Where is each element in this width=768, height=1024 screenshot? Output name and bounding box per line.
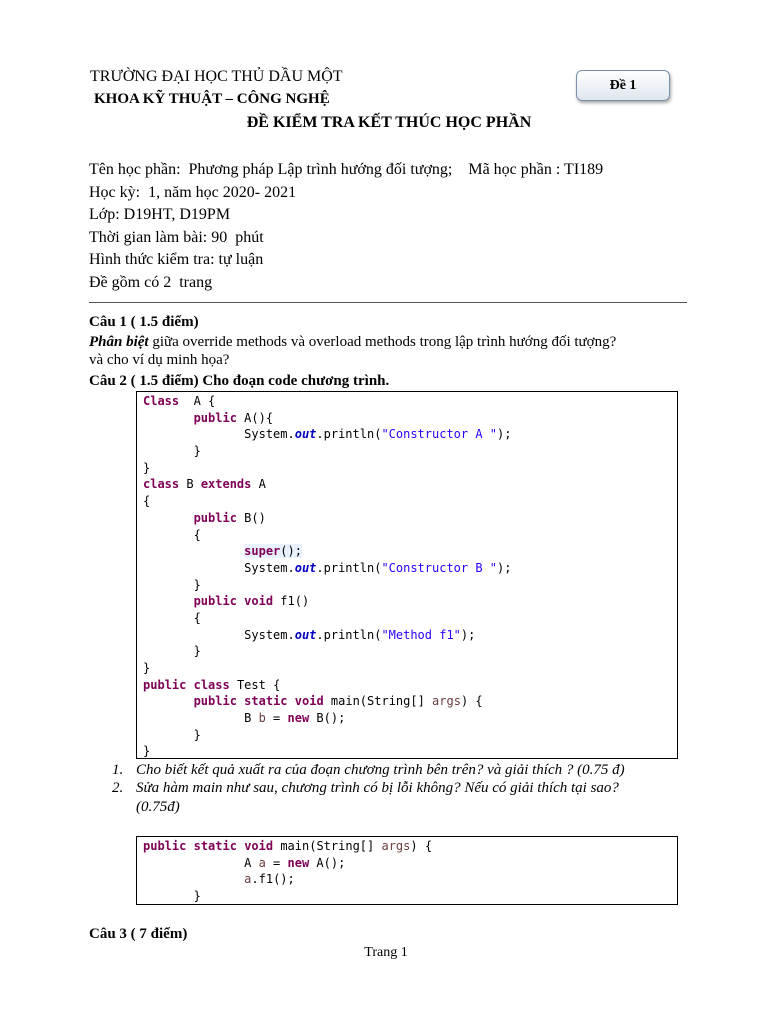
code-token — [143, 411, 194, 425]
item-text-cont: (0.75đ) — [136, 799, 180, 815]
code-token: } — [143, 889, 201, 904]
code-token: void — [236, 594, 274, 609]
code-token: } — [143, 577, 201, 592]
code-token: = — [265, 711, 288, 726]
code-line — [143, 510, 677, 527]
code-token: ); — [460, 627, 476, 642]
question-1-text-1: giữa override methods và overload methods trong lập trình hướng đối tượng? — [148, 334, 617, 350]
code-block-2 — [136, 836, 678, 905]
page-number: Trang 1 — [364, 945, 408, 960]
code-token: { — [143, 494, 151, 509]
question-2-item-2 — [112, 780, 692, 820]
code-token: out — [294, 560, 317, 575]
code-token: (); — [280, 544, 302, 559]
code-token: out — [294, 427, 317, 442]
code-token: B(); — [309, 711, 346, 726]
code-token: System. — [143, 560, 295, 575]
question-2-item-1 — [112, 762, 692, 782]
class-info: Lớp: D19HT, D19PM — [89, 206, 231, 223]
code-token: main(String[] — [323, 694, 433, 709]
code-token: public — [193, 510, 237, 525]
code-token: ); — [497, 427, 512, 442]
code-token: { — [143, 527, 201, 542]
duration-info: Thời gian làm bài: 90 phút — [89, 229, 264, 246]
code-line — [143, 610, 677, 627]
semester-info: Học kỳ: 1, năm học 2020- 2021 — [89, 184, 297, 201]
code-token: Class — [143, 394, 180, 408]
code-line — [143, 693, 677, 710]
code-token: class — [193, 677, 230, 692]
code-line — [143, 527, 677, 544]
code-token: } — [143, 661, 151, 675]
code-token: static — [193, 839, 237, 853]
code-line — [143, 627, 677, 644]
code-token: "Constructor A " — [381, 427, 498, 442]
code-token: public — [193, 410, 237, 425]
question-1-lead: Phân biệt — [89, 334, 149, 350]
code-block-1 — [136, 391, 678, 759]
code-token: ) { — [460, 694, 483, 709]
question-1-heading: Câu 1 ( 1.5 điểm) — [89, 314, 199, 330]
code-token — [143, 594, 194, 608]
item-text: Sửa hàm main như sau, chương trình có bị lỗi không? Nếu có giải thích tại sao? — [136, 780, 619, 796]
code-token: void — [294, 694, 324, 709]
code-token: } — [143, 727, 201, 742]
code-token: extends — [200, 477, 252, 492]
exam-code-badge — [576, 70, 670, 101]
code-token — [186, 839, 193, 853]
code-token: .f1(); — [251, 872, 295, 887]
code-token: } — [143, 460, 151, 475]
code-token: "Method f1" — [381, 627, 461, 642]
code-token: .println( — [316, 560, 382, 575]
code-token: static — [244, 694, 288, 709]
code-token — [288, 694, 295, 708]
code-token: public — [193, 694, 237, 709]
code-token: A — [251, 477, 266, 492]
code-line — [143, 743, 677, 760]
code-token — [143, 544, 244, 558]
code-token: B() — [236, 510, 266, 525]
code-line — [143, 727, 677, 744]
code-token — [143, 694, 194, 708]
code-token — [186, 678, 193, 692]
code-token: b — [258, 711, 266, 726]
code-line — [143, 643, 677, 660]
code-token: A(); — [309, 855, 346, 870]
code-token: main(String[] — [273, 839, 382, 853]
code-token: "Constructor B " — [381, 560, 498, 575]
code-line — [143, 888, 677, 905]
code-token: a — [244, 872, 252, 887]
code-token: public — [143, 677, 187, 692]
divider — [89, 302, 687, 303]
code-line — [143, 838, 677, 855]
code-token: ) { — [410, 839, 433, 853]
code-token: } — [143, 644, 201, 659]
code-token: .println( — [316, 627, 382, 642]
code-token — [143, 511, 194, 525]
question-1-line-1 — [89, 334, 616, 351]
code-line — [143, 493, 677, 510]
code-line — [143, 593, 677, 610]
code-token: System. — [143, 427, 295, 442]
code-line — [143, 560, 677, 577]
code-token: new — [287, 855, 310, 870]
form-info: Hình thức kiểm tra: tự luận — [89, 251, 264, 268]
code-line — [143, 460, 677, 477]
code-token: A — [143, 855, 259, 870]
faculty-name: KHOA KỸ THUẬT – CÔNG NGHỆ — [94, 91, 330, 107]
code-token: super — [244, 544, 281, 559]
item-text: Cho biết kết quả xuất ra của đoạn chương trình bên trên? và giải thích ? (0.75 đ) — [136, 762, 625, 778]
code-token: = — [265, 855, 288, 870]
pages-info: Đề gồm có 2 trang — [89, 274, 213, 291]
code-line — [143, 677, 677, 694]
code-token: A(){ — [236, 410, 274, 425]
code-token: A { — [179, 394, 216, 408]
code-token: B — [179, 477, 201, 492]
code-token: f1() — [273, 594, 310, 609]
code-token: out — [294, 627, 317, 642]
code-token: } — [143, 444, 201, 459]
code-line — [143, 855, 677, 872]
code-token: class — [143, 477, 180, 492]
question-1-text-2: và cho ví dụ minh họa? — [89, 352, 230, 368]
item-number: 2. — [112, 780, 124, 796]
code-line — [143, 660, 677, 677]
code-line — [143, 577, 677, 594]
item-number: 1. — [112, 762, 124, 778]
code-token: } — [143, 744, 151, 759]
code-line — [143, 710, 677, 727]
code-line — [143, 543, 677, 560]
code-token: Test { — [229, 677, 281, 692]
code-line — [143, 410, 677, 427]
code-line — [143, 443, 677, 460]
code-token: { — [143, 610, 201, 625]
code-token: a — [258, 855, 266, 870]
question-2-heading: Câu 2 ( 1.5 điểm) Cho đoạn code chương trình. — [89, 373, 390, 389]
code-token: System. — [143, 627, 295, 642]
school-name: TRƯỜNG ĐẠI HỌC THỦ DẦU MỘT — [90, 68, 343, 85]
code-token: args — [432, 694, 461, 709]
code-token: ); — [497, 560, 512, 575]
code-token: args — [381, 839, 411, 853]
code-line — [143, 426, 677, 443]
code-line — [143, 476, 677, 493]
question-3-heading: Câu 3 ( 7 điểm) — [89, 926, 188, 942]
exam-title: ĐỀ KIỂM TRA KẾT THÚC HỌC PHẦN — [246, 114, 532, 131]
code-token: new — [287, 711, 310, 726]
code-token: public — [193, 594, 237, 609]
code-line — [143, 393, 677, 410]
code-token: public — [143, 839, 187, 853]
code-token — [143, 872, 244, 886]
code-token: B — [143, 711, 259, 726]
code-token: .println( — [316, 427, 382, 442]
code-line — [143, 871, 677, 888]
code-token: void — [244, 839, 274, 853]
exam-code-label: Đề 1 — [609, 77, 637, 93]
course-info: Tên học phần: Phương pháp Lập trình hướng đối tượng; Mã học phần : TI189 — [89, 161, 604, 178]
